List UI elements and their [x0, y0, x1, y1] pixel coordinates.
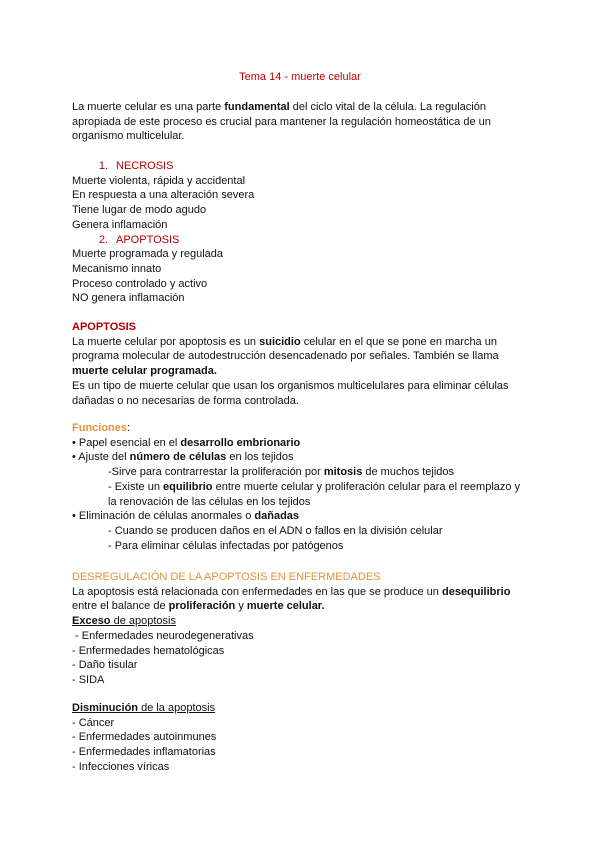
bold-suicidio: suicidio [259, 335, 301, 348]
list-number: 2. [98, 233, 108, 246]
funciones-subitem: la renovación de las células en los tejidos [108, 495, 311, 508]
funciones-label: Funciones [72, 422, 128, 434]
list-item: - Infecciones víricas [72, 760, 170, 773]
list-item: - Enfermedades neurodegenerativas [72, 629, 254, 642]
list-item: Genera inflamación [72, 218, 168, 231]
list-item: - Enfermedades inflamatorias [72, 746, 216, 759]
apoptosis-line-2: programa molecular de autodestrucción desencadenado por señales. También se llama [72, 350, 499, 363]
list-item: Muerte programada y regulada [72, 248, 224, 261]
list-item: Mecanismo innato [72, 262, 162, 275]
list-item: - SIDA [72, 673, 105, 686]
funciones-heading [72, 421, 532, 436]
list-item: - Daño tisular [72, 659, 138, 672]
necrosis-label: NECROSIS [116, 160, 174, 172]
bold-text: Disminución [72, 702, 139, 714]
disminucion-heading [72, 701, 532, 716]
desregulacion-section [72, 570, 532, 688]
funciones-item [72, 509, 532, 524]
text: de la apoptosis [138, 702, 216, 714]
funciones-item [72, 450, 532, 465]
bold-text: equilibrio [163, 480, 213, 493]
document-title: Tema 14 - muerte celular [239, 71, 361, 83]
apoptosis-line-5: dañadas o no necesarias de forma controlada. [72, 394, 299, 407]
funciones-subitem: - Cuando se producen daños en el ADN o fallos en la división celular [108, 524, 443, 537]
intro-line-2: apropiada de este proceso es crucial para mantener la regulación homeostática de un [72, 115, 491, 128]
disminucion-section [72, 701, 532, 775]
list-item: Muerte violenta, rápida y accidental [72, 174, 246, 187]
text: entre el balance de [72, 600, 169, 613]
text: de apoptosis [110, 615, 176, 628]
funciones-subitem [72, 465, 532, 480]
list-number: 1. [98, 160, 108, 172]
apoptosis-line-1 [72, 335, 532, 350]
text: - Existe un [108, 480, 164, 493]
bold-text: número de células [129, 451, 227, 464]
funciones-subitem: - Para eliminar células infectadas por patógenos [108, 539, 344, 552]
list-item: - Cáncer [72, 716, 115, 729]
apoptosis-section [72, 320, 532, 408]
text: celular en el que se pone en marcha un [300, 335, 497, 348]
exceso-heading [72, 614, 532, 629]
text: : [127, 422, 131, 434]
text: entre muerte celular y proliferación celular para el reemplazo y [212, 480, 521, 493]
intro-text: La muerte celular es una parte [72, 101, 225, 113]
apoptosis-label: APOPTOSIS [116, 233, 180, 246]
intro-line-3: organismo multicelular. [72, 130, 185, 143]
desregulacion-line-2 [72, 599, 532, 614]
list-item: Tiene lugar de modo agudo [72, 204, 207, 217]
intro-text: del ciclo vital de la célula. La regulación [289, 101, 486, 113]
bold-text: mitosis [323, 466, 363, 479]
apoptosis-line-3: muerte celular programada. [72, 365, 217, 378]
intro-paragraph [72, 100, 532, 144]
list-item: - Enfermedades hematológicas [72, 644, 225, 657]
text: • Eliminación de células anormales o [72, 510, 255, 523]
text: • Papel esencial en el [72, 436, 181, 449]
text: • Ajuste del [72, 451, 130, 464]
types-section [72, 159, 532, 306]
bold-text: desequilibrio [441, 585, 511, 598]
intro-bold-fundamental: fundamental [224, 101, 290, 113]
list-item: En respuesta a una alteración severa [72, 189, 255, 202]
apoptosis-heading: APOPTOSIS [72, 321, 136, 333]
apoptosis-line-4: Es un tipo de muerte celular que usan los organismos multicelulares para eliminar células [72, 379, 509, 392]
bold-text: dañadas [254, 510, 300, 523]
bold-text: proliferación [168, 600, 236, 613]
bold-text: muerte celular. [246, 600, 325, 613]
apoptosis-list-heading [72, 233, 532, 248]
text: de muchos tejidos [362, 466, 455, 479]
bold-text: desarrollo embrionario [180, 436, 301, 449]
funciones-subitem [72, 480, 532, 495]
bold-text: Exceso [72, 615, 111, 628]
necrosis-heading [72, 159, 532, 174]
text: -Sirve para contrarrestar la proliferación por [108, 466, 324, 479]
desregulacion-heading: DESREGULACIÓN DE LA APOPTOSIS EN ENFERMEDADES [72, 571, 381, 583]
funciones-item [72, 436, 532, 451]
list-item: - Enfermedades autoinmunes [72, 731, 217, 744]
desregulacion-line-1 [72, 585, 532, 600]
list-item: Proceso controlado y activo [72, 277, 208, 290]
text: y [235, 600, 247, 613]
text: La muerte celular por apoptosis es un [72, 335, 260, 348]
list-item: NO genera inflamación [72, 292, 185, 305]
text: La apoptosis está relacionada con enfermedades en las que se produce un [72, 585, 442, 598]
funciones-section [72, 421, 532, 553]
intro-line-1 [72, 100, 532, 115]
text: en los tejidos [226, 451, 294, 464]
